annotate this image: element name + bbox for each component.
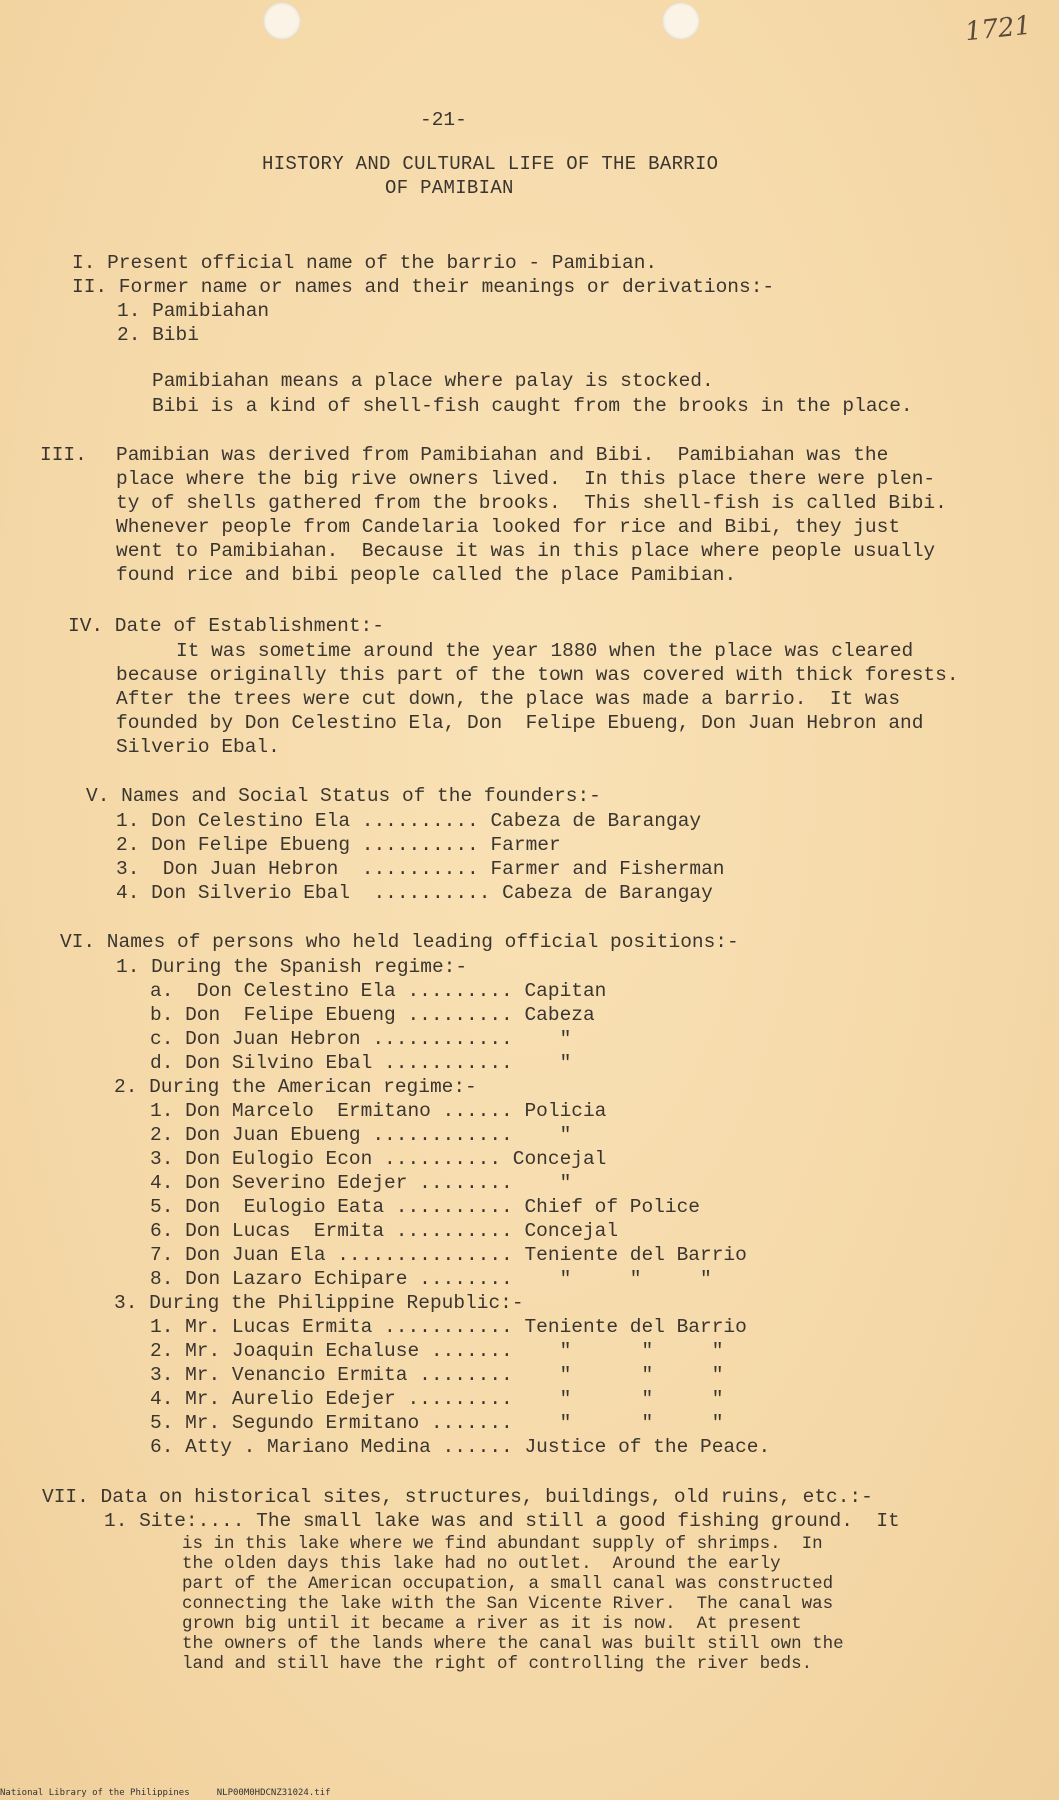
section-2-heading: II. Former name or names and their meanings or derivations:- xyxy=(72,276,775,298)
spanish-regime-heading: 1. During the Spanish regime:- xyxy=(116,956,468,978)
official-item: 3. Mr. Venancio Ermita ........ " " " xyxy=(150,1364,724,1386)
paragraph-line: ty of shells gathered from the brooks. This shell-fish is called Bibi. xyxy=(116,492,947,514)
official-item: 1. Mr. Lucas Ermita ........... Teniente del Barrio xyxy=(150,1316,747,1338)
paragraph-line: Whenever people from Candelaria looked for rice and Bibi, they just xyxy=(116,516,901,538)
official-item: d. Don Silvino Ebal ........... " xyxy=(150,1052,572,1074)
official-item: 8. Don Lazaro Echipare ........ " " " xyxy=(150,1268,712,1290)
section-5-heading: V. Names and Social Status of the founders:- xyxy=(86,785,601,807)
official-item: 1. Don Marcelo Ermitano ...... Policia xyxy=(150,1100,607,1122)
official-item: a. Don Celestino Ela ......... Capitan xyxy=(150,980,607,1002)
site-line: land and still have the right of controlling the river beds. xyxy=(182,1654,813,1674)
paragraph-line: place where the big rive owners lived. In this place there were plen- xyxy=(116,468,936,490)
title-line-1: HISTORY AND CULTURAL LIFE OF THE BARRIO xyxy=(262,153,719,175)
official-item: c. Don Juan Hebron ............ " xyxy=(150,1028,572,1050)
paragraph-line: Silverio Ebal. xyxy=(116,736,280,758)
site-line: the owners of the lands where the canal was built still own the xyxy=(182,1634,844,1654)
republic-heading: 3. During the Philippine Republic:- xyxy=(114,1292,524,1314)
meaning-line: Bibi is a kind of shell-fish caught from the brooks in the place. xyxy=(152,395,913,417)
punch-hole xyxy=(662,2,700,40)
official-item: 4. Mr. Aurelio Edejer ......... " " " xyxy=(150,1388,724,1410)
site-line: part of the American occupation, a small canal was constructed xyxy=(182,1574,834,1594)
official-item: 7. Don Juan Ela ............... Teniente del Barrio xyxy=(150,1244,747,1266)
official-item: 4. Don Severino Edejer ........ " xyxy=(150,1172,572,1194)
site-line: is in this lake where we find abundant supply of shrimps. In xyxy=(182,1534,823,1554)
section-3-numeral: III. xyxy=(40,444,87,466)
paragraph-line: After the trees were cut down, the place was made a barrio. It was xyxy=(116,688,901,710)
page-number: -21- xyxy=(420,109,467,131)
site-line: connecting the lake with the San Vicente River. The canal was xyxy=(182,1594,834,1614)
official-item: 2. Mr. Joaquin Echaluse ....... " " " xyxy=(150,1340,724,1362)
paragraph-line: Pamibian was derived from Pamibiahan and Bibi. Pamibiahan was the xyxy=(116,444,889,466)
founder-item: 2. Don Felipe Ebueng .......... Farmer xyxy=(116,834,561,856)
punch-hole xyxy=(263,2,301,40)
site-line: grown big until it became a river as it is now. At present xyxy=(182,1614,802,1634)
american-regime-heading: 2. During the American regime:- xyxy=(114,1076,477,1098)
handwritten-page-annotation: 1721 xyxy=(963,10,1033,48)
section-6-heading: VI. Names of persons who held leading official positions:- xyxy=(60,931,739,953)
founder-item: 3. Don Juan Hebron .......... Farmer and Fisherman xyxy=(116,858,725,880)
paragraph-line: founded by Don Celestino Ela, Don Felipe Ebueng, Don Juan Hebron and xyxy=(116,712,924,734)
official-item: 5. Mr. Segundo Ermitano ....... " " " xyxy=(150,1412,724,1434)
founder-item: 1. Don Celestino Ela .......... Cabeza de Barangay xyxy=(116,810,702,832)
official-item: 6. Don Lucas Ermita .......... Concejal xyxy=(150,1220,619,1242)
footer-caption: National Library of the Philippines NLP00M0HDCNZ31024.tif xyxy=(0,1788,331,1798)
paragraph-line: went to Pamibiahan. Because it was in this place where people usually xyxy=(116,540,936,562)
paragraph-line: because originally this part of the town was covered with thick forests. xyxy=(116,664,959,686)
section-1: I. Present official name of the barrio - Pamibian. xyxy=(72,252,658,274)
official-item: 6. Atty . Mariano Medina ...... Justice of the Peace. xyxy=(150,1436,771,1458)
site-line: the olden days this lake had no outlet. Around the early xyxy=(182,1554,781,1574)
section-4-heading: IV. Date of Establishment:- xyxy=(68,615,384,637)
official-item: 3. Don Eulogio Econ .......... Concejal xyxy=(150,1148,607,1170)
official-item: 5. Don Eulogio Eata .......... Chief of Police xyxy=(150,1196,700,1218)
paragraph-line: It was sometime around the year 1880 when the place was cleared xyxy=(176,640,914,662)
official-item: b. Don Felipe Ebueng ......... Cabeza xyxy=(150,1004,595,1026)
meaning-line: Pamibiahan means a place where palay is stocked. xyxy=(152,370,714,392)
section-7-heading: VII. Data on historical sites, structures, buildings, old ruins, etc.:- xyxy=(42,1486,873,1508)
founder-item: 4. Don Silverio Ebal .......... Cabeza de Barangay xyxy=(116,882,713,904)
paragraph-line: found rice and bibi people called the place Pamibian. xyxy=(116,564,737,586)
site-lead-line: 1. Site:.... The small lake was and still a good fishing ground. It xyxy=(104,1510,900,1532)
official-item: 2. Don Juan Ebueng ............ " xyxy=(150,1124,572,1146)
title-line-2: OF PAMIBIAN xyxy=(385,177,514,199)
former-name: 1. Pamibiahan xyxy=(117,300,270,322)
former-name: 2. Bibi xyxy=(117,324,199,346)
